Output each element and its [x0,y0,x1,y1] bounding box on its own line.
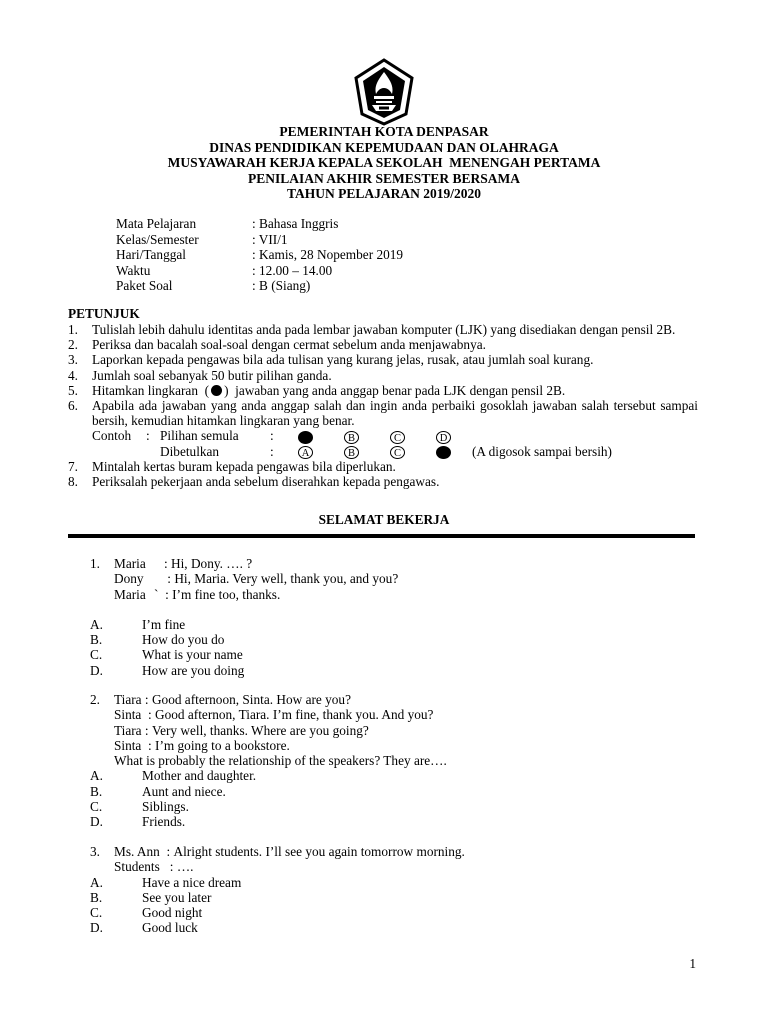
closing-heading: SELAMAT BEKERJA [318,512,450,527]
option-text: I’m fine [142,616,186,632]
government-seal-logo [352,58,416,126]
instruction-number: 7. [68,458,78,474]
header-line: DINAS PENDIDIKAN KEPEMUDAAN DAN OLAHRAGA [209,139,559,155]
answer-bubble: B [344,446,359,459]
example-label: Contoh [92,428,132,444]
page-number: 1 [689,956,696,971]
answer-bubble-filled: A [298,431,313,444]
option-text: Aunt and niece. [142,783,226,799]
answer-option [90,784,447,799]
header-line: MUSYAWARAH KERJA KEPALA SEKOLAH MENENGAH PERTAMA [167,155,601,170]
info-row [116,216,403,232]
option-letter: B. [90,889,103,905]
answer-option [90,890,465,905]
instruction-text: Periksalah pekerjaan anda sebelum diserahkan kepada pengawas. [92,474,440,489]
dialog-text: Good afternoon, Sinta. How are you? [151,692,351,707]
example-row-original [68,428,698,443]
option-text: Good night [142,905,203,921]
answer-option [90,920,465,935]
info-row [116,263,403,279]
option-letter: D. [90,814,103,830]
instructions-title: PETUNJUK [68,306,140,321]
dialog-line [90,707,447,722]
answer-option [90,905,465,920]
dialog-text: Alright students. I’ll see you again tomorrow morning. [173,844,465,859]
instruction-number: 1. [68,322,78,337]
question-text: What is probably the relationship of the speakers? They are…. [114,753,447,769]
header-line: PENILAIAN AKHIR SEMESTER BERSAMA [248,170,520,186]
question-number: 3. [90,844,100,859]
instruction-text-before: Hitamkan lingkaran ( [92,382,210,398]
instruction-item [68,352,698,367]
info-key: Kelas/Semester [116,231,199,247]
example-colon: : [270,428,274,444]
instruction-text: Mintalah kertas buram kepada pengawas bila diperlukan. [92,458,396,474]
separator: ` : [154,586,173,602]
info-value: : 12.00 – 14.00 [252,262,333,278]
exam-info [116,216,403,294]
info-row [116,232,403,248]
dialog-line [90,723,447,738]
speaker: Tiara [114,722,142,738]
option-text: Have a nice dream [142,874,242,890]
answer-option [90,647,398,662]
dialog-text: Good afternon, Tiara. I’m fine, thank you. And you? [155,707,434,723]
question-number: 2. [90,692,100,707]
instruction-text: Jumlah soal sebanyak 50 butir pilihan ganda. [92,367,332,383]
example-colon: : [270,443,274,459]
option-letter: A. [90,616,103,632]
divider [68,534,695,538]
option-letter: C. [90,647,103,663]
instruction-item [68,474,698,489]
answer-bubble: A [298,446,313,459]
document-header [0,124,768,202]
instruction-number: 3. [68,352,78,368]
separator: : [141,722,152,738]
separator: : [159,859,177,875]
dialog-line [90,587,398,602]
header-line: PEMERINTAH KOTA DENPASAR [279,124,489,139]
instruction-number: 5. [68,382,78,398]
header-line: TAHUN PELAJARAN 2019/2020 [286,186,481,201]
instruction-text-after: ) jawaban yang anda anggap benar pada LJK dengan pensil 2B. [224,382,566,398]
speaker: Ms. Ann [114,844,160,859]
instruction-number: 8. [68,474,78,489]
dialog-text: I’m fine too, thanks. [172,586,281,602]
question-number: 1. [90,556,100,571]
dialog-text: I’m going to a bookstore. [155,737,290,753]
option-letter: C. [90,799,103,815]
instruction-number: 4. [68,367,78,383]
dialog-text: …. [176,859,194,875]
speaker: Dony [114,571,144,587]
info-key: Mata Pelajaran [116,216,197,231]
answer-option [90,768,447,783]
speaker: Sinta [114,737,142,753]
speaker: Maria [114,556,146,571]
info-value: : Kamis, 28 Nopember 2019 [252,247,404,262]
dialog-line [90,556,398,571]
example-colon-label: : [146,428,150,444]
question-3 [90,844,465,936]
answer-option [90,799,447,814]
example-row-corrected [68,444,698,459]
speaker: Sinta [114,707,142,723]
option-text: How are you doing [142,662,245,678]
answer-option [90,632,398,647]
dialog-text: Hi, Dony. …. ? [171,556,253,571]
question-1 [90,556,398,678]
dialog-line [90,692,447,707]
instruction-item [68,368,698,383]
option-letter: A. [90,874,103,890]
option-text: How do you do [142,632,225,648]
separator: : [141,707,156,723]
instruction-number: 2. [68,337,78,353]
option-letter: C. [90,905,103,921]
info-value: : VII/1 [252,231,288,247]
info-row [116,247,403,263]
info-key: Waktu [116,262,151,278]
separator: : [141,737,156,753]
answer-bubble: B [344,431,359,444]
info-key: Paket Soal [116,278,173,293]
instruction-text: Apabila ada jawaban yang anda anggap salah dan ingin anda perbaiki gosoklah jawaban salah tersebut sampai bersih, kemudian hitamkan lingkaran yang benar. [92,398,698,429]
separator: : [159,844,174,859]
separator: : [154,571,175,587]
answer-option [90,617,398,632]
dialog-text: Very well, thanks. Where are you going? [151,722,369,738]
question-prompt [90,753,447,768]
option-letter: B. [90,783,103,799]
example-row2-label: Dibetulkan [160,443,220,459]
question-2 [90,692,447,830]
filled-circle-icon [211,385,222,396]
option-letter: D. [90,662,103,678]
info-key: Hari/Tanggal [116,247,186,262]
option-text: Friends. [142,814,186,830]
separator: : [141,692,152,707]
option-letter: B. [90,632,103,648]
example-note: (A digosok sampai bersih) [472,443,612,459]
answer-option [90,663,398,678]
info-row [116,278,403,294]
answer-option [90,875,465,890]
speaker: Students [114,859,160,875]
option-text: Mother and daughter. [142,768,257,784]
option-text: What is your name [142,647,243,663]
instructions-list [68,322,698,489]
info-value: : Bahasa Inggris [252,216,339,231]
info-value: : B (Siang) [252,278,311,293]
answer-bubble: D [436,431,451,444]
speaker: Maria [114,586,146,602]
answer-bubble-filled: D [436,446,451,459]
instruction-item [68,459,698,474]
instruction-number: 6. [68,398,78,414]
option-letter: A. [90,768,103,784]
instruction-text: Tulislah lebih dahulu identitas anda pada lembar jawaban komputer (LJK) yang disediakan dengan pensil 2B. [92,322,676,337]
instruction-item [68,337,698,352]
answer-option [90,814,447,829]
option-text: Good luck [142,920,198,936]
dialog-line [90,844,465,859]
instruction-text: Laporkan kepada pengawas bila ada tulisan yang kurang jelas, rusak, atau jumlah soal kurang. [92,352,594,368]
instruction-item [68,322,698,337]
separator: : [154,556,171,571]
dialog-line [90,859,465,874]
instruction-item [68,383,698,398]
option-letter: D. [90,920,103,936]
speaker: Tiara [114,692,142,707]
answer-bubble: C [390,431,405,444]
option-text: See you later [142,889,212,905]
example-row1-label: Pilihan semula [160,428,239,444]
dialog-text: Hi, Maria. Very well, thank you, and you? [174,571,399,587]
instruction-text [92,383,698,398]
instruction-item [68,398,698,428]
instruction-text: Periksa dan bacalah soal-soal dengan cermat sebelum anda menjawabnya. [92,337,486,353]
answer-bubble: C [390,446,405,459]
option-text: Siblings. [142,799,189,815]
dialog-line [90,738,447,753]
dialog-line [90,571,398,586]
